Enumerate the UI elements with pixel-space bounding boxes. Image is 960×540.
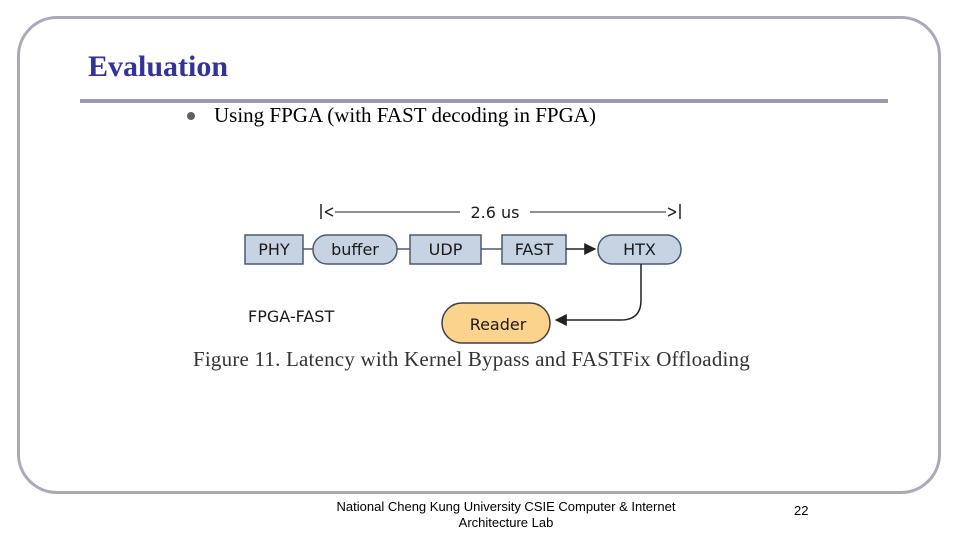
reader-node: [442, 303, 550, 343]
footer-line-2: Architecture Lab: [458, 515, 554, 530]
latency-span: [321, 203, 680, 222]
arrow-htx-reader: [556, 264, 641, 320]
group-label: FPGA-FAST: [248, 307, 335, 326]
span-right-arrow-icon: [668, 208, 676, 216]
figure-caption: Figure 11. Latency with Kernel Bypass and FASTFix Offloading: [193, 347, 750, 371]
span-label: 2.6 us: [470, 203, 520, 222]
footer: [316, 499, 696, 531]
stage-phy-label: PHY: [258, 240, 290, 259]
bullet-text: Using FPGA (with FAST decoding in FPGA): [214, 103, 596, 127]
footer-line-1: National Cheng Kung University CSIE Computer & Internet: [336, 499, 676, 514]
stage-fast-label: FAST: [514, 240, 554, 259]
page-number: 22: [794, 503, 809, 518]
stage-buffer-label: buffer: [331, 240, 379, 259]
slide-title: Evaluation: [88, 50, 229, 83]
span-left-arrow-icon: [325, 208, 333, 216]
reader-label: Reader: [469, 315, 527, 334]
stage-udp-label: UDP: [428, 240, 463, 259]
stage-htx-label: HTX: [623, 240, 656, 259]
